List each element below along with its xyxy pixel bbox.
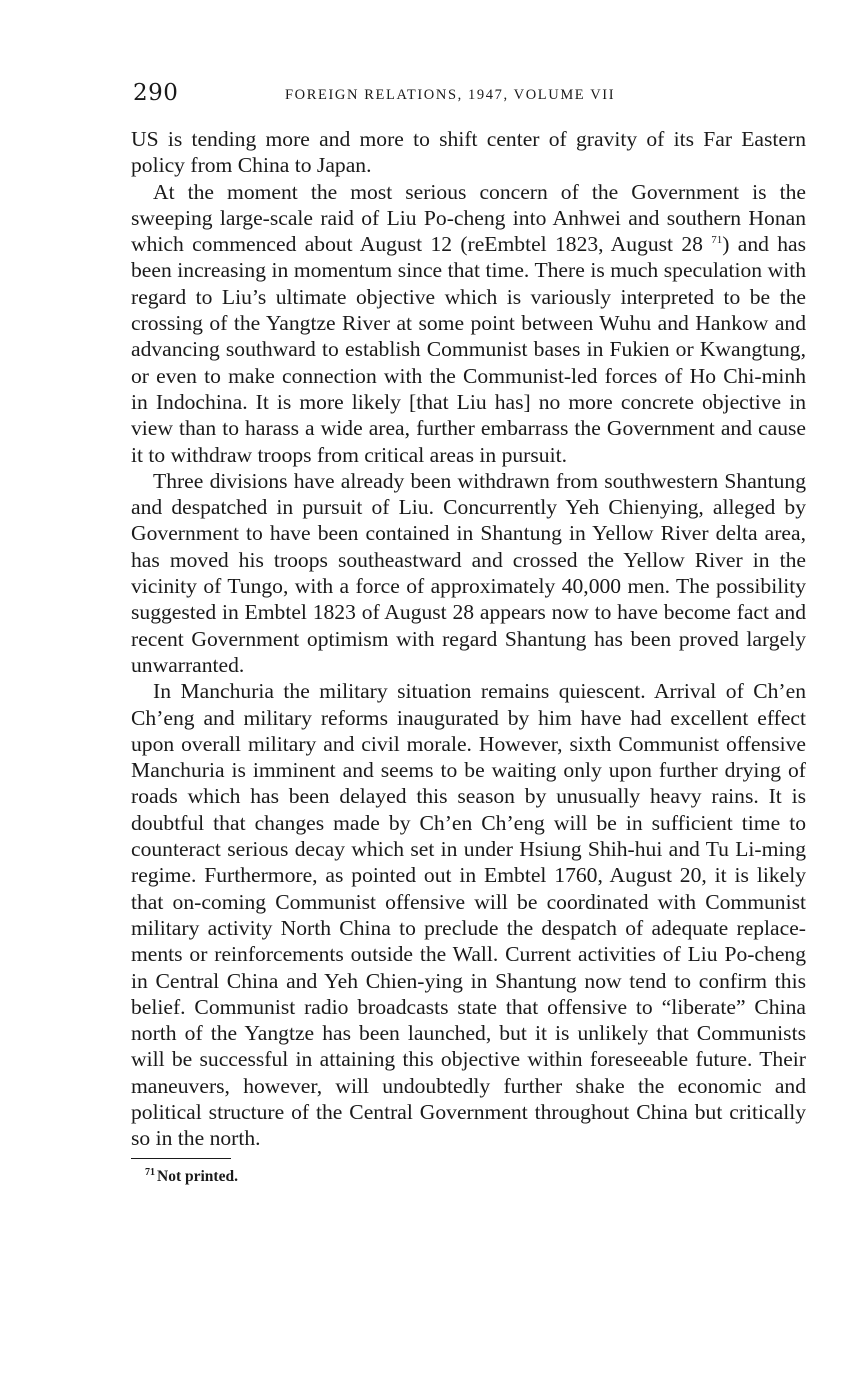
- footnote-reference: 71: [711, 234, 723, 246]
- paragraph-2-text-a: At the moment the most serious concern of the Government is the sweeping large-scale raid of Liu Po-cheng into Anhwei and southern Honan which commenced about August 12 (reEmbtel 1823, August 28: [131, 179, 806, 257]
- paragraph-1: US is tending more and more to shift center of gravity of its Far Eastern policy from China to Japan.: [131, 127, 806, 178]
- page-number: 290: [133, 80, 179, 106]
- document-page: [131, 80, 806, 1186]
- footnote-text: Not printed.: [157, 1167, 238, 1185]
- footnote-marker: 71: [145, 1166, 155, 1178]
- page-header: [131, 80, 806, 116]
- footnote: [145, 1167, 806, 1186]
- footnote-divider: [131, 1158, 231, 1159]
- paragraph-4: In Manchuria the military situation remains quiescent. Arrival of Ch’en Ch’eng and military reforms inaugurated by him have had excellent effect upon overall military and civil morale. However, sixth Communist offensive Manchuria is imminent and seems to be waiting only upon further drying of roads which has been delayed this season by unusually heavy rains. It is doubtful that changes made by Ch’en Ch’eng will be in sufficient time to counteract serious decay which set in under Hsiung Shih-hui and Tu Li-ming regime. Furthermore, as pointed out in Embtel 1760, August 20, it is likely that on-coming Communist offensive will be coordinated with Communist military activity North China to preclude the despatch of adequate replacements or reinforcements outside the Wall. Current activities of Liu Po-cheng in Central China and Yeh Chien-ying in Shantung now tend to confirm this belief. Communist radio broadcasts state that offensive to “liberate” China north of the Yangtze has been launched, but it is unlikely that Communists will be successful in attaining this objective within foreseeable future. Their maneuvers, however, will undoubtedly further shake the economic and political structure of the Central Government throughout China but critically so in the north.: [131, 679, 806, 1151]
- paragraph-3: Three divisions have already been withdrawn from southwestern Shantung and despatched in pursuit of Liu. Concurrently Yeh Chienying, alleged by Government to have been contained in Shantung in Yellow River delta area, has moved his troops southeastward and crossed the Yellow River in the vicinity of Tungo, with a force of approximately 40,000 men. The possibility suggested in Embtel 1823 of August 28 appears now to have become fact and recent Government optimism with regard Shantung has been proved largely unwarranted.: [131, 468, 806, 677]
- running-head: FOREIGN RELATIONS, 1947, VOLUME VII: [285, 87, 616, 103]
- body-text: [131, 126, 806, 1152]
- paragraph-2: [131, 179, 806, 468]
- paragraph-2-text-b: ) and has been increasing in momentum since that time. There is much speculation with regard to Liu’s ultimate objective which is variously interpreted to be the crossing of the Yangtze River at some point between Wuhu and Hankow and advancing southward to establish Communist bases in Fukien or Kwangtung, or even to make connection with the Communist-led forces of Ho Chi-minh in Indochina. It is more likely [that Liu has] no more concrete objective in view than to harass a wide area, further embarrass the Government and cause it to withdraw troops from critical areas in pursuit.: [131, 232, 806, 467]
